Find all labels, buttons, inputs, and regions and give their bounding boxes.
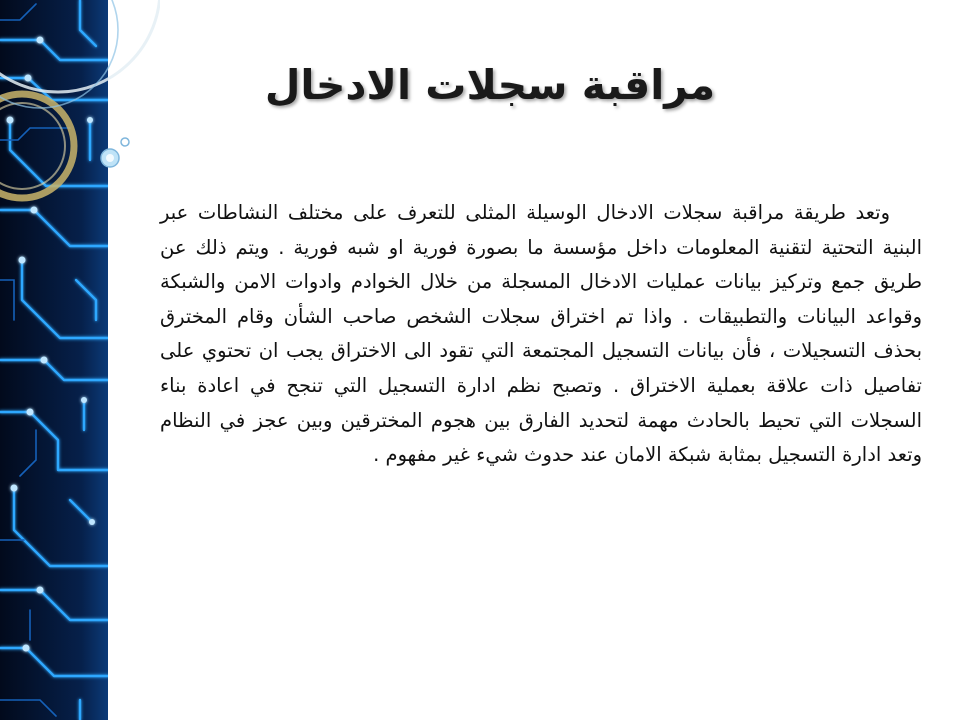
slide-title: مراقبة سجلات الادخال <box>264 61 716 109</box>
circuit-board-image <box>0 0 108 720</box>
body-paragraph: وتعد طريقة مراقبة سجلات الادخال الوسيلة المثلى للتعرف على مختلف النشاطات عبر البنية التحتية لتقنية المعلومات داخل مؤسسة ما بصورة فورية او شبه فورية . ويتم ذلك عن طريق جمع وتركيز بيانات عمليات الادخال المسجلة من خلال الخوادم وادوات الامن والشبكة وقواعد البيانات والتطبيقات . واذا تم اختراق سجلات الشخص صاحب الشأن وقام المخترق بحذف التسجيلات ، فأن بيانات التسجيل المجتمعة التي تقود الى الاختراق يجب ان تحتوي على تفاصيل ذات علاقة بعملية الاختراق . وتصبح نظم ادارة التسجيل التي تنجح في اعادة بناء السجلات التي تحيط بالحادث مهمة لتحديد الفارق بين هجوم المخترقين وبين عجز في النظام وتعد ادارة التسجيل بمثابة شبكة الامان عند حدوث شيء غير مفهوم . <box>160 201 922 467</box>
